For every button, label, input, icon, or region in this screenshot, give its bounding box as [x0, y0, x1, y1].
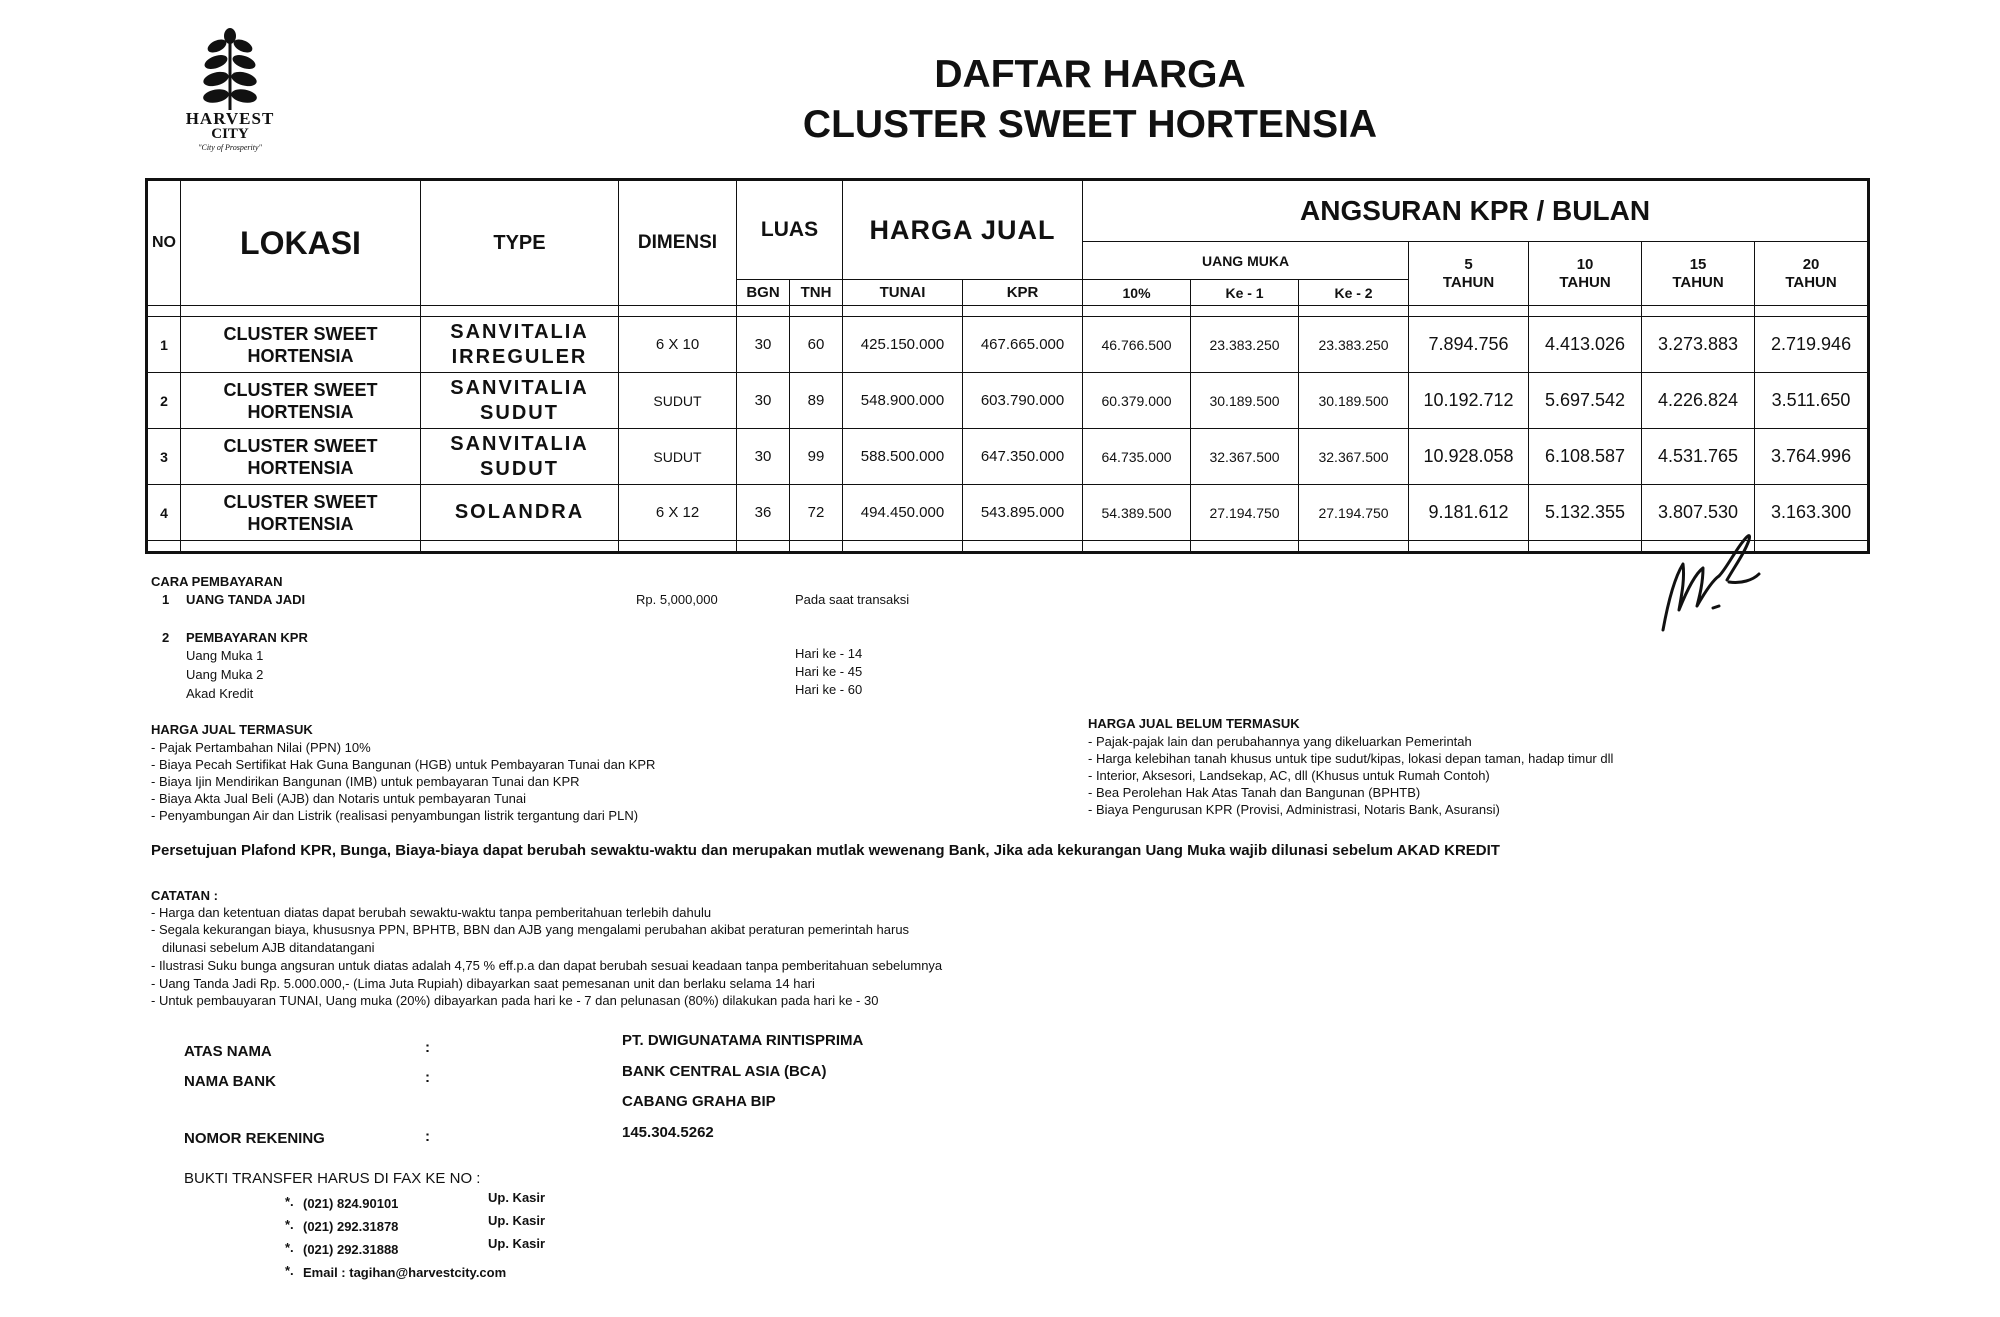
cara-pembayaran-title: CARA PEMBAYARAN — [151, 574, 283, 589]
belum-item: - Bea Perolehan Hak Atas Tanah dan Bangunan (BPHTB) — [1088, 785, 1421, 800]
header-tunai: TUNAI — [843, 280, 963, 306]
logo-tagline: "City of Prosperity" — [198, 143, 262, 152]
cabang-value: CABANG GRAHA BIP — [622, 1093, 776, 1110]
bullet: *. — [285, 1194, 294, 1209]
cara-sub-label: Uang Muka 2 — [186, 667, 264, 682]
cara-sub-when: Hari ke - 14 — [795, 646, 863, 661]
belum-title: HARGA JUAL BELUM TERMASUK — [1088, 716, 1300, 731]
header-type: TYPE — [421, 180, 619, 306]
cara-item-1-no: 1 — [162, 592, 170, 607]
table-row: 2 CLUSTER SWEET HORTENSIA SANVITALIA SUDUT SUDUT 30 89 548.900.000 603.790.000 60.379.000 30.189.500 30.189.500 10.192.712 5.697.542 4.226.824 3.511.650 — [147, 373, 1869, 429]
colon: : — [425, 1128, 430, 1145]
title-line-2: CLUSTER SWEET HORTENSIA — [802, 103, 1378, 146]
catatan-item: - Ilustrasi Suku bunga angsuran untuk diatas adalah 4,75 % eff.p.a dan dapat berubah sesuai keadaan tanpa pemberitahuan sebelumnya — [151, 958, 943, 973]
cara-sub-label: Akad Kredit — [186, 686, 254, 701]
termasuk-item: - Pajak Pertambahan Nilai (PPN) 10% — [151, 740, 371, 755]
table-row: 1 CLUSTER SWEET HORTENSIA SANVITALIA IRREGULER 6 X 10 30 60 425.150.000 467.665.000 46.766.500 23.383.250 23.383.250 7.894.756 4.413.026 3.273.883 2.719.946 — [147, 317, 1869, 373]
atas-nama-label: ATAS NAMA — [184, 1043, 272, 1060]
handwritten-signature — [1655, 518, 1765, 638]
table-row: 4 CLUSTER SWEET HORTENSIA SOLANDRA 6 X 12 36 72 494.450.000 543.895.000 54.389.500 27.194.750 27.194.750 9.181.612 5.132.355 3.807.530 3.163.300 — [147, 485, 1869, 541]
header-luas: LUAS — [737, 180, 843, 280]
harvest-city-logo — [175, 28, 285, 158]
header-dimensi: DIMENSI — [619, 180, 737, 306]
colon: : — [425, 1039, 430, 1056]
cara-item-1-amount: Rp. 5,000,000 — [636, 592, 718, 607]
nama-bank-label: NAMA BANK — [184, 1073, 276, 1090]
colon: : — [425, 1069, 430, 1086]
bukti-title: BUKTI TRANSFER HARUS DI FAX KE NO : — [184, 1170, 481, 1187]
email-address[interactable]: Email : tagihan@harvestcity.com — [303, 1265, 507, 1280]
persetujuan-note: Persetujuan Plafond KPR, Bunga, Biaya-biaya dapat berubah sewaktu-waktu dan merupakan mutlak wewenang Bank, Jika ada kekurangan Uang Muka wajib dilunasi sebelum AKAD KREDIT — [151, 842, 1500, 859]
header-5-tahun: 5 TAHUN — [1409, 242, 1529, 306]
fax-up: Up. Kasir — [488, 1213, 546, 1228]
bullet: *. — [285, 1217, 294, 1232]
termasuk-title: HARGA JUAL TERMASUK — [151, 722, 313, 737]
belum-item: - Pajak-pajak lain dan perubahannya yang dikeluarkan Pemerintah — [1088, 734, 1472, 749]
header-angsuran: ANGSURAN KPR / BULAN — [1083, 180, 1869, 242]
termasuk-item: - Penyambungan Air dan Listrik (realisasi penyambungan listrik tergantung dari PLN) — [151, 808, 639, 823]
header-no: NO — [147, 180, 181, 306]
termasuk-item: - Biaya Akta Jual Beli (AJB) dan Notaris untuk pembayaran Tunai — [151, 791, 527, 806]
header-um-10: 10% — [1083, 280, 1191, 306]
nama-bank-value: BANK CENTRAL ASIA (BCA) — [622, 1063, 827, 1080]
catatan-item: - Segala kekurangan biaya, khususnya PPN, BPHTB, BBN dan AJB yang mengalami perubahan akibat peraturan pemerintah harus — [151, 922, 910, 937]
fax-number: (021) 292.31878 — [303, 1219, 399, 1234]
header-20-tahun: 20 TAHUN — [1755, 242, 1869, 306]
cara-item-2-label: PEMBAYARAN KPR — [186, 630, 308, 645]
table-row: 3 CLUSTER SWEET HORTENSIA SANVITALIA SUDUT SUDUT 30 99 588.500.000 647.350.000 64.735.000 32.367.500 32.367.500 10.928.058 6.108.587 4.531.765 3.764.996 — [147, 429, 1869, 485]
belum-item: - Harga kelebihan tanah khusus untuk tipe sudut/kipas, lokasi depan taman, hadap timur dll — [1088, 751, 1614, 766]
page-title — [700, 50, 1480, 150]
logo-text-city: CITY — [211, 126, 249, 142]
header-uang-muka: UANG MUKA — [1083, 242, 1409, 280]
nomor-rekening-value: 145.304.5262 — [622, 1124, 714, 1141]
fax-number: (021) 824.90101 — [303, 1196, 399, 1211]
catatan-item: - Uang Tanda Jadi Rp. 5.000.000,- (Lima Juta Rupiah) dibayarkan saat pemesanan unit dan berlaku selama 14 hari — [151, 976, 815, 991]
header-um-ke2: Ke - 2 — [1299, 280, 1409, 306]
header-kpr: KPR — [963, 280, 1083, 306]
cara-item-1-when: Pada saat transaksi — [795, 592, 910, 607]
fax-up: Up. Kasir — [488, 1190, 546, 1205]
cara-sub-when: Hari ke - 45 — [795, 664, 863, 679]
cara-item-1-label: UANG TANDA JADI — [186, 592, 306, 607]
termasuk-item: - Biaya Ijin Mendirikan Bangunan (IMB) untuk pembayaran Tunai dan KPR — [151, 774, 580, 789]
title-line-1: DAFTAR HARGA — [934, 53, 1246, 96]
catatan-title: CATATAN : — [151, 888, 218, 903]
header-um-ke1: Ke - 1 — [1191, 280, 1299, 306]
cara-sub-label: Uang Muka 1 — [186, 648, 264, 663]
nomor-rekening-label: NOMOR REKENING — [184, 1130, 325, 1147]
atas-nama-value: PT. DWIGUNATAMA RINTISPRIMA — [622, 1032, 864, 1049]
cara-sub-when: Hari ke - 60 — [795, 682, 863, 697]
catatan-item: - Harga dan ketentuan diatas dapat berubah sewaktu-waktu tanpa pemberitahuan terlebih dahulu — [151, 905, 712, 920]
header-bgn: BGN — [737, 280, 790, 306]
bullet: *. — [285, 1240, 294, 1255]
catatan-item: - Untuk pembauyaran TUNAI, Uang muka (20%) dibayarkan pada hari ke - 7 dan pelunasan (80%) dilakukan pada hari ke - 30 — [151, 993, 879, 1008]
header-tnh: TNH — [790, 280, 843, 306]
logo-text: HARVEST — [185, 109, 275, 128]
termasuk-item: - Biaya Pecah Sertifikat Hak Guna Bangunan (HGB) untuk Pembayaran Tunai dan KPR — [151, 757, 656, 772]
catatan-item: dilunasi sebelum AJB ditandatangani — [162, 940, 375, 955]
leaf-tree-icon — [195, 28, 265, 110]
header-15-tahun: 15 TAHUN — [1642, 242, 1755, 306]
belum-item: - Biaya Pengurusan KPR (Provisi, Administrasi, Notaris Bank, Asuransi) — [1088, 802, 1500, 817]
price-table — [145, 178, 1870, 554]
fax-number: (021) 292.31888 — [303, 1242, 399, 1257]
cara-item-2-no: 2 — [162, 630, 170, 645]
header-harga-jual: HARGA JUAL — [843, 180, 1083, 280]
fax-up: Up. Kasir — [488, 1236, 546, 1251]
header-10-tahun: 10 TAHUN — [1529, 242, 1642, 306]
header-lokasi: LOKASI — [181, 180, 421, 306]
bullet: *. — [285, 1263, 294, 1278]
belum-item: - Interior, Aksesori, Landsekap, AC, dll (Khusus untuk Rumah Contoh) — [1088, 768, 1490, 783]
